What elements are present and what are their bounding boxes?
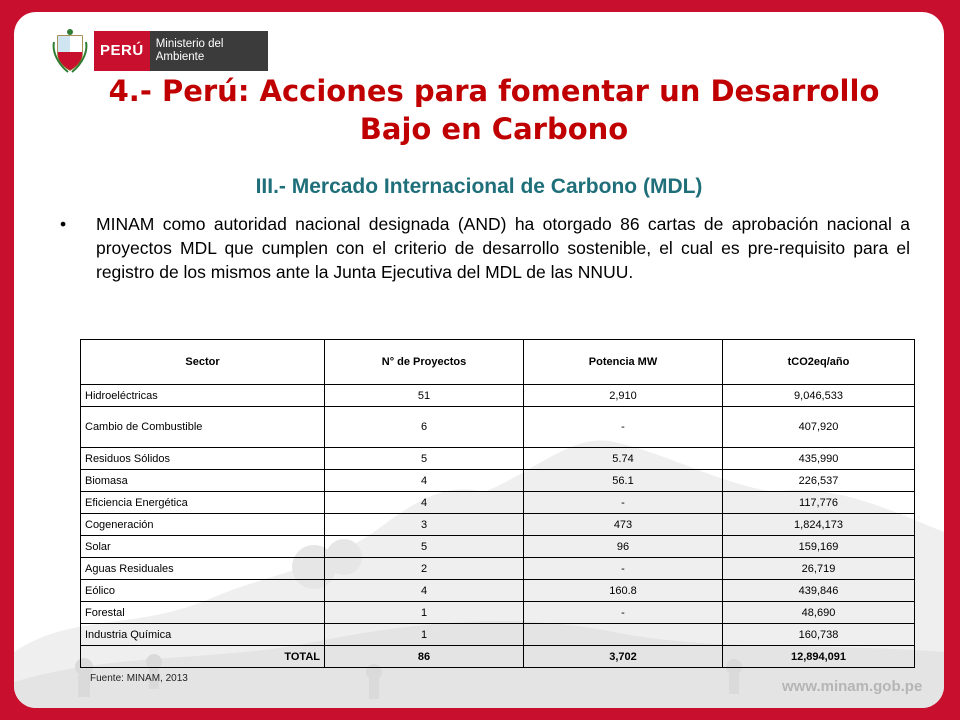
- table-cell: 226,537: [723, 470, 915, 492]
- bullet-icon: •: [60, 214, 67, 234]
- table-cell: 1,824,173: [723, 514, 915, 536]
- table-row: [81, 448, 915, 470]
- table-cell: 117,776: [723, 492, 915, 514]
- table-cell: 4: [325, 492, 524, 514]
- table-cell: 5: [325, 536, 524, 558]
- table-cell: Eólico: [81, 580, 325, 602]
- table-cell: Aguas Residuales: [81, 558, 325, 580]
- ministry-logo: [52, 26, 268, 76]
- table-cell: -: [524, 492, 723, 514]
- table-cell: 26,719: [723, 558, 915, 580]
- table-cell: -: [524, 602, 723, 624]
- page-title: 4.- Perú: Acciones para fomentar un Desarrollo Bajo en Carbono: [108, 74, 880, 146]
- table-total-row: [81, 646, 915, 668]
- table-row: [81, 470, 915, 492]
- table-cell: 160.8: [524, 580, 723, 602]
- table-row: [81, 492, 915, 514]
- column-header: Sector: [81, 340, 325, 385]
- table-cell: 435,990: [723, 448, 915, 470]
- table-cell: 56.1: [524, 470, 723, 492]
- table-cell: 4: [325, 470, 524, 492]
- section-subtitle: III.- Mercado Internacional de Carbono (MDL): [255, 175, 703, 198]
- table-cell: 3: [325, 514, 524, 536]
- source-note: Fuente: MINAM, 2013: [90, 673, 188, 684]
- table-cell: 439,846: [723, 580, 915, 602]
- table-cell: -: [524, 558, 723, 580]
- ministry-label: Ministerio del Ambiente: [150, 31, 268, 71]
- table-row: [81, 514, 915, 536]
- total-label: TOTAL: [81, 646, 325, 668]
- mdl-projects-table: [80, 339, 915, 668]
- table-cell: 6: [325, 407, 524, 448]
- table-cell: 5: [325, 448, 524, 470]
- table-row: [81, 536, 915, 558]
- table-cell: Residuos Sólidos: [81, 448, 325, 470]
- table-cell: 1: [325, 624, 524, 646]
- bullet-paragraph: [60, 212, 910, 284]
- table-cell: Solar: [81, 536, 325, 558]
- bullet-text: MINAM como autoridad nacional designada (AND) ha otorgado 86 cartas de aprobación nacional a proyectos MDL que cumplen con el criterio de desarrollo sostenible, el cual es pre-requisito para el registro de los mismos ante la Junta Ejecutiva del MDL de las NNUU.: [96, 214, 910, 282]
- column-header: N° de Proyectos: [325, 340, 524, 385]
- table-cell: 2: [325, 558, 524, 580]
- table-cell: Cambio de Combustible: [81, 407, 325, 448]
- table-cell: 473: [524, 514, 723, 536]
- coat-of-arms-icon: [52, 28, 88, 74]
- table-cell: 4: [325, 580, 524, 602]
- table-cell: 96: [524, 536, 723, 558]
- table-row: [81, 624, 915, 646]
- table-cell: Hidroeléctricas: [81, 385, 325, 407]
- country-label: PERÚ: [94, 31, 150, 71]
- column-header: Potencia MW: [524, 340, 723, 385]
- table-row: [81, 580, 915, 602]
- table-cell: 160,738: [723, 624, 915, 646]
- table-row: [81, 385, 915, 407]
- table-cell: 48,690: [723, 602, 915, 624]
- table-row: [81, 407, 915, 448]
- table-cell: Cogeneración: [81, 514, 325, 536]
- table-cell: Industria Química: [81, 624, 325, 646]
- table-cell: Biomasa: [81, 470, 325, 492]
- total-cell: 86: [325, 646, 524, 668]
- table-cell: 2,910: [524, 385, 723, 407]
- table-header-row: [81, 340, 915, 385]
- table-cell: Eficiencia Energética: [81, 492, 325, 514]
- table-cell: 1: [325, 602, 524, 624]
- table-cell: Forestal: [81, 602, 325, 624]
- table-row: [81, 558, 915, 580]
- table-cell: 5.74: [524, 448, 723, 470]
- slide: [14, 12, 944, 708]
- total-cell: 12,894,091: [723, 646, 915, 668]
- table-cell: 9,046,533: [723, 385, 915, 407]
- table-cell: [524, 624, 723, 646]
- table-cell: 51: [325, 385, 524, 407]
- footer-url: www.minam.gob.pe: [782, 678, 923, 695]
- table-cell: 159,169: [723, 536, 915, 558]
- column-header: tCO2eq/año: [723, 340, 915, 385]
- table-cell: 407,920: [723, 407, 915, 448]
- table-row: [81, 602, 915, 624]
- table-cell: -: [524, 407, 723, 448]
- total-cell: 3,702: [524, 646, 723, 668]
